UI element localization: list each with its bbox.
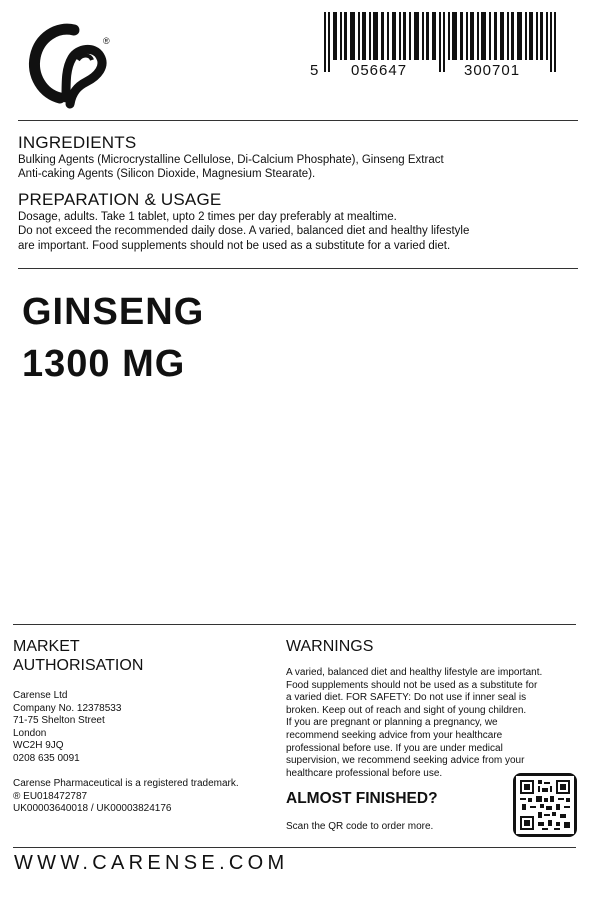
warning-line: If you are pregnant or planning a pregnancy, we xyxy=(286,717,498,729)
market-heading-line-2: AUTHORISATION xyxy=(13,657,144,674)
trademark-line: Carense Pharmaceutical is a registered trademark. xyxy=(13,778,239,789)
warnings-heading: WARNINGS xyxy=(286,638,374,655)
market-heading-line-1: MARKET xyxy=(13,638,80,655)
product-name: GINSENG xyxy=(22,291,205,333)
address-line: 71-75 Shelton Street xyxy=(13,715,105,727)
warning-line: Food supplements should not be used as a substitute for xyxy=(286,679,538,691)
warning-line: broken. Keep out of reach and sight of young children. xyxy=(286,704,527,716)
barcode-digits-right: 300701 xyxy=(464,62,521,79)
divider-bottom xyxy=(13,847,576,848)
warning-line: healthcare professional before use. xyxy=(286,767,443,779)
carense-logo-icon xyxy=(20,10,120,110)
address-line: Company No. 12378533 xyxy=(13,702,122,714)
warning-line: a varied diet. FOR SAFETY: Do not use if inner seal is xyxy=(286,692,527,704)
trademark-info xyxy=(13,778,239,816)
preparation-line-1: Dosage, adults. Take 1 tablet, upto 2 times per day preferably at mealtime. xyxy=(18,211,397,223)
warning-line: professional before use. If you are under medical xyxy=(286,742,503,754)
qr-code-pattern xyxy=(516,776,574,834)
address-line: 0208 635 0091 xyxy=(13,752,80,764)
barcode-digit-first: 5 xyxy=(310,62,320,79)
divider-middle xyxy=(18,268,578,269)
ingredients-heading: INGREDIENTS xyxy=(18,133,137,152)
website-url: WWW.CARENSE.COM xyxy=(14,852,289,874)
warning-line: A varied, balanced diet and healthy lifestyle are important. xyxy=(286,667,543,678)
almost-finished-heading: ALMOST FINISHED? xyxy=(286,790,438,807)
barcode-digits-left: 056647 xyxy=(351,62,408,79)
address-line: Carense Ltd xyxy=(13,690,68,701)
product-strength: 1300 MG xyxy=(22,343,186,385)
registered-mark: ® xyxy=(103,36,110,46)
preparation-heading: PREPARATION & USAGE xyxy=(18,190,222,209)
warning-line: supervision, we recommend seeking advice from your xyxy=(286,755,525,767)
qr-code-icon[interactable] xyxy=(513,773,577,837)
divider-lower xyxy=(13,624,576,625)
address-line: WC2H 9JQ xyxy=(13,740,64,752)
address-line: London xyxy=(13,727,47,739)
barcode xyxy=(310,12,576,82)
warnings-text xyxy=(286,667,542,780)
preparation-line-3: are important. Food supplements should not be used as a substitute for a varied diet. xyxy=(18,240,451,252)
scan-qr-text: Scan the QR code to order more. xyxy=(286,821,434,832)
trademark-line: UK00003640018 / UK00003824176 xyxy=(13,803,172,815)
preparation-line-2: Do not exceed the recommended daily dose. A varied, balanced diet and healthy lifestyle xyxy=(18,225,470,237)
ingredients-line-1: Bulking Agents (Microcrystalline Cellulose, Di-Calcium Phosphate), Ginseng Extract xyxy=(18,154,444,166)
barcode-icon xyxy=(310,12,576,72)
product-title xyxy=(22,286,204,390)
company-address xyxy=(13,690,121,766)
ingredients-line-2: Anti-caking Agents (Silicon Dioxide, Magnesium Stearate). xyxy=(18,168,316,180)
divider-top xyxy=(18,120,578,121)
market-heading xyxy=(13,637,143,675)
trademark-line: ® EU018472787 xyxy=(13,790,88,802)
warning-line: recommend seeking advice from your healthcare xyxy=(286,729,503,741)
